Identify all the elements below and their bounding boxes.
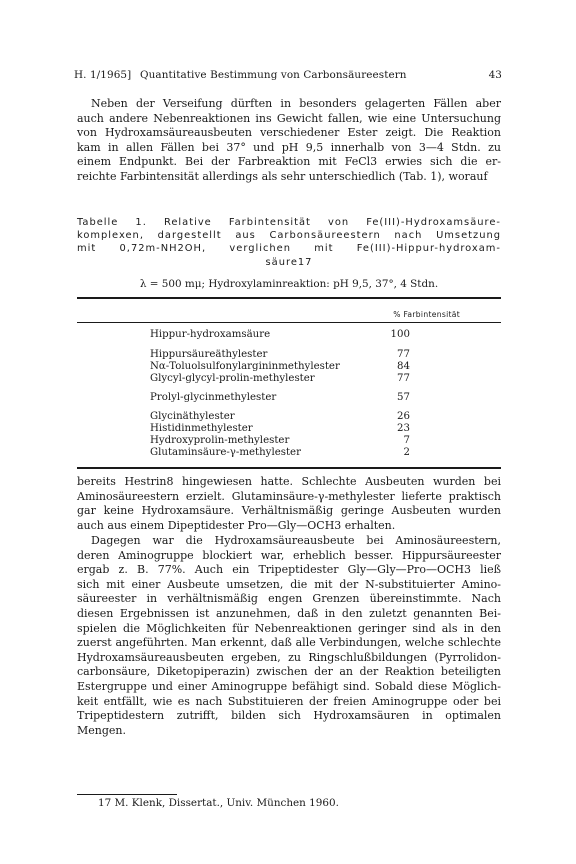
intensity-value: 77 bbox=[397, 349, 410, 360]
table-row bbox=[150, 411, 410, 423]
intensity-value: 23 bbox=[397, 423, 410, 434]
table-top-rule bbox=[77, 297, 501, 299]
footnote: 17 M. Klenk, Dissertat., Univ. München 1960. bbox=[98, 797, 339, 809]
text-line: diesen Ergebnissen ist anzunehmen, daß in den zuletzt genannten Bei- bbox=[77, 606, 501, 620]
text-line: auch andere Nebenreaktionen ins Gewicht fallen, wie eine Untersuchung bbox=[77, 111, 501, 125]
column-header-intensity: % Farbintensität bbox=[393, 310, 460, 319]
journal-issue: H. 1/1965] bbox=[74, 69, 132, 81]
text-line: säureester in verhältnismäßig engen Grenzen übereinstimmte. Nach bbox=[77, 592, 501, 606]
compound-name: Hippursäureäthylester bbox=[150, 349, 268, 360]
running-title: Quantitative Bestimmung von Carbonsäureestern bbox=[140, 69, 407, 81]
paragraph-intro bbox=[77, 97, 501, 185]
compound-name: Hydroxyprolin-methylester bbox=[150, 435, 290, 446]
table-row bbox=[150, 361, 410, 373]
text-line: ergab z. B. 77%. Auch ein Tripeptidester Gly—Gly—Pro—OCH3 ließ bbox=[77, 563, 501, 577]
text-line: keit entfällt, wie es nach Substituieren der freien Aminogruppe oder bei bbox=[77, 694, 501, 708]
text-line: auch aus einem Dipeptidester Pro—Gly—OCH3 erhalten. bbox=[77, 518, 396, 532]
caption-line: Tabelle 1. Relative Farbintensität von Fe(III)-Hydroxamsäure- bbox=[77, 217, 501, 228]
table-row bbox=[150, 423, 410, 435]
text-line: zuerst angeführten. Man erkennt, daß alle Verbindungen, welche schlechte bbox=[77, 636, 501, 650]
text-line: sich mit einer Ausbeute umsetzen, die mit der N-substituierter Amino- bbox=[77, 577, 501, 591]
text-line: Estergruppe und einer Aminogruppe befähigt sind. Sobald diese Möglich- bbox=[77, 679, 501, 693]
text-line: einem Endpunkt. Bei der Farbreaktion mit FeCl3 erwies sich die er- bbox=[77, 155, 501, 169]
intensity-value: 100 bbox=[390, 329, 410, 340]
text-line: Hydroxamsäureausbeuten ergeben, zu Ringschlußbildungen (Pyrrolidon- bbox=[77, 650, 501, 664]
text-line: deren Aminogruppe blockiert war, erheblich besser. Hippursäureester bbox=[77, 548, 501, 562]
compound-name: Glycinäthylester bbox=[150, 411, 235, 422]
text-line: carbonsäure, Diketopiperazin) zwischen der an der Reaktion beteiligten bbox=[77, 665, 501, 679]
caption-line: komplexen, dargestellt aus Carbonsäureestern nach Umsetzung bbox=[77, 230, 501, 242]
compound-name: Histidinmethylester bbox=[150, 423, 253, 434]
text-line: bereits Hestrin8 hingewiesen hatte. Schlechte Ausbeuten wurden bei bbox=[77, 475, 501, 488]
table-row bbox=[150, 329, 410, 341]
footnote-rule bbox=[77, 794, 177, 795]
table-row bbox=[150, 435, 410, 447]
table-row bbox=[150, 349, 410, 361]
intensity-value: 84 bbox=[397, 361, 410, 372]
table-bottom-rule bbox=[77, 467, 501, 469]
running-header bbox=[74, 69, 502, 85]
compound-name: Glycyl-glycyl-prolin-methylester bbox=[150, 373, 315, 384]
text-line: gar keine Hydroxamsäure. Verhältnismäßig geringe Ausbeuten wurden bbox=[77, 504, 501, 518]
text-line: reichte Farbintensität allerdings als sehr unterschiedlich (Tab. 1), worauf bbox=[77, 169, 488, 183]
table-row bbox=[150, 447, 410, 459]
intensity-value: 7 bbox=[403, 435, 410, 446]
compound-name: Glutaminsäure-γ-methylester bbox=[150, 447, 301, 458]
intensity-value: 77 bbox=[397, 373, 410, 384]
text-line: spielen die Möglichkeiten für Nebenreaktionen geringer sind als in den bbox=[77, 621, 501, 635]
text-line: Tripeptidestern zutrifft, bilden sich Hydroxamsäuren in optimalen bbox=[77, 709, 501, 723]
compound-name: Nα-Toluolsulfonylargininmethylester bbox=[150, 361, 340, 372]
text-line: von Hydroxamsäureausbeuten verschiedener Ester zeigt. Die Reaktion bbox=[77, 126, 501, 140]
table-row bbox=[150, 373, 410, 385]
compound-name: Hippur-hydroxamsäure bbox=[150, 329, 271, 340]
table-row bbox=[150, 392, 410, 404]
table-caption bbox=[77, 216, 501, 269]
text-line: kam in allen Fällen bei 37° und pH 9,5 innerhalb von 3—4 Stdn. zu bbox=[77, 140, 501, 154]
text-line: Aminosäureestern erzielt. Glutaminsäure-γ-methylester lieferte praktisch bbox=[77, 489, 501, 503]
paragraph-results bbox=[77, 475, 501, 533]
caption-line: säure17 bbox=[265, 256, 313, 268]
intensity-value: 57 bbox=[397, 392, 410, 403]
paragraph-discussion bbox=[77, 534, 501, 738]
intensity-value: 26 bbox=[397, 411, 410, 422]
text-line: Dagegen war die Hydroxamsäureausbeute bei Aminosäureestern, bbox=[91, 534, 501, 547]
intensity-value: 2 bbox=[403, 447, 410, 458]
caption-line: mit 0,72m-NH2OH, verglichen mit Fe(III)-Hippur-hydroxam- bbox=[77, 243, 501, 255]
table-header-rule bbox=[77, 322, 501, 323]
text-line: Mengen. bbox=[77, 723, 126, 737]
compound-name: Prolyl-glycinmethylester bbox=[150, 392, 277, 403]
text-line: Neben der Verseifung dürften in besonders gelagerten Fällen aber bbox=[91, 97, 501, 110]
table-conditions: λ = 500 mμ; Hydroxylaminreaktion: pH 9,5, 37°, 4 Stdn. bbox=[139, 278, 439, 290]
page-number: 43 bbox=[488, 69, 502, 81]
